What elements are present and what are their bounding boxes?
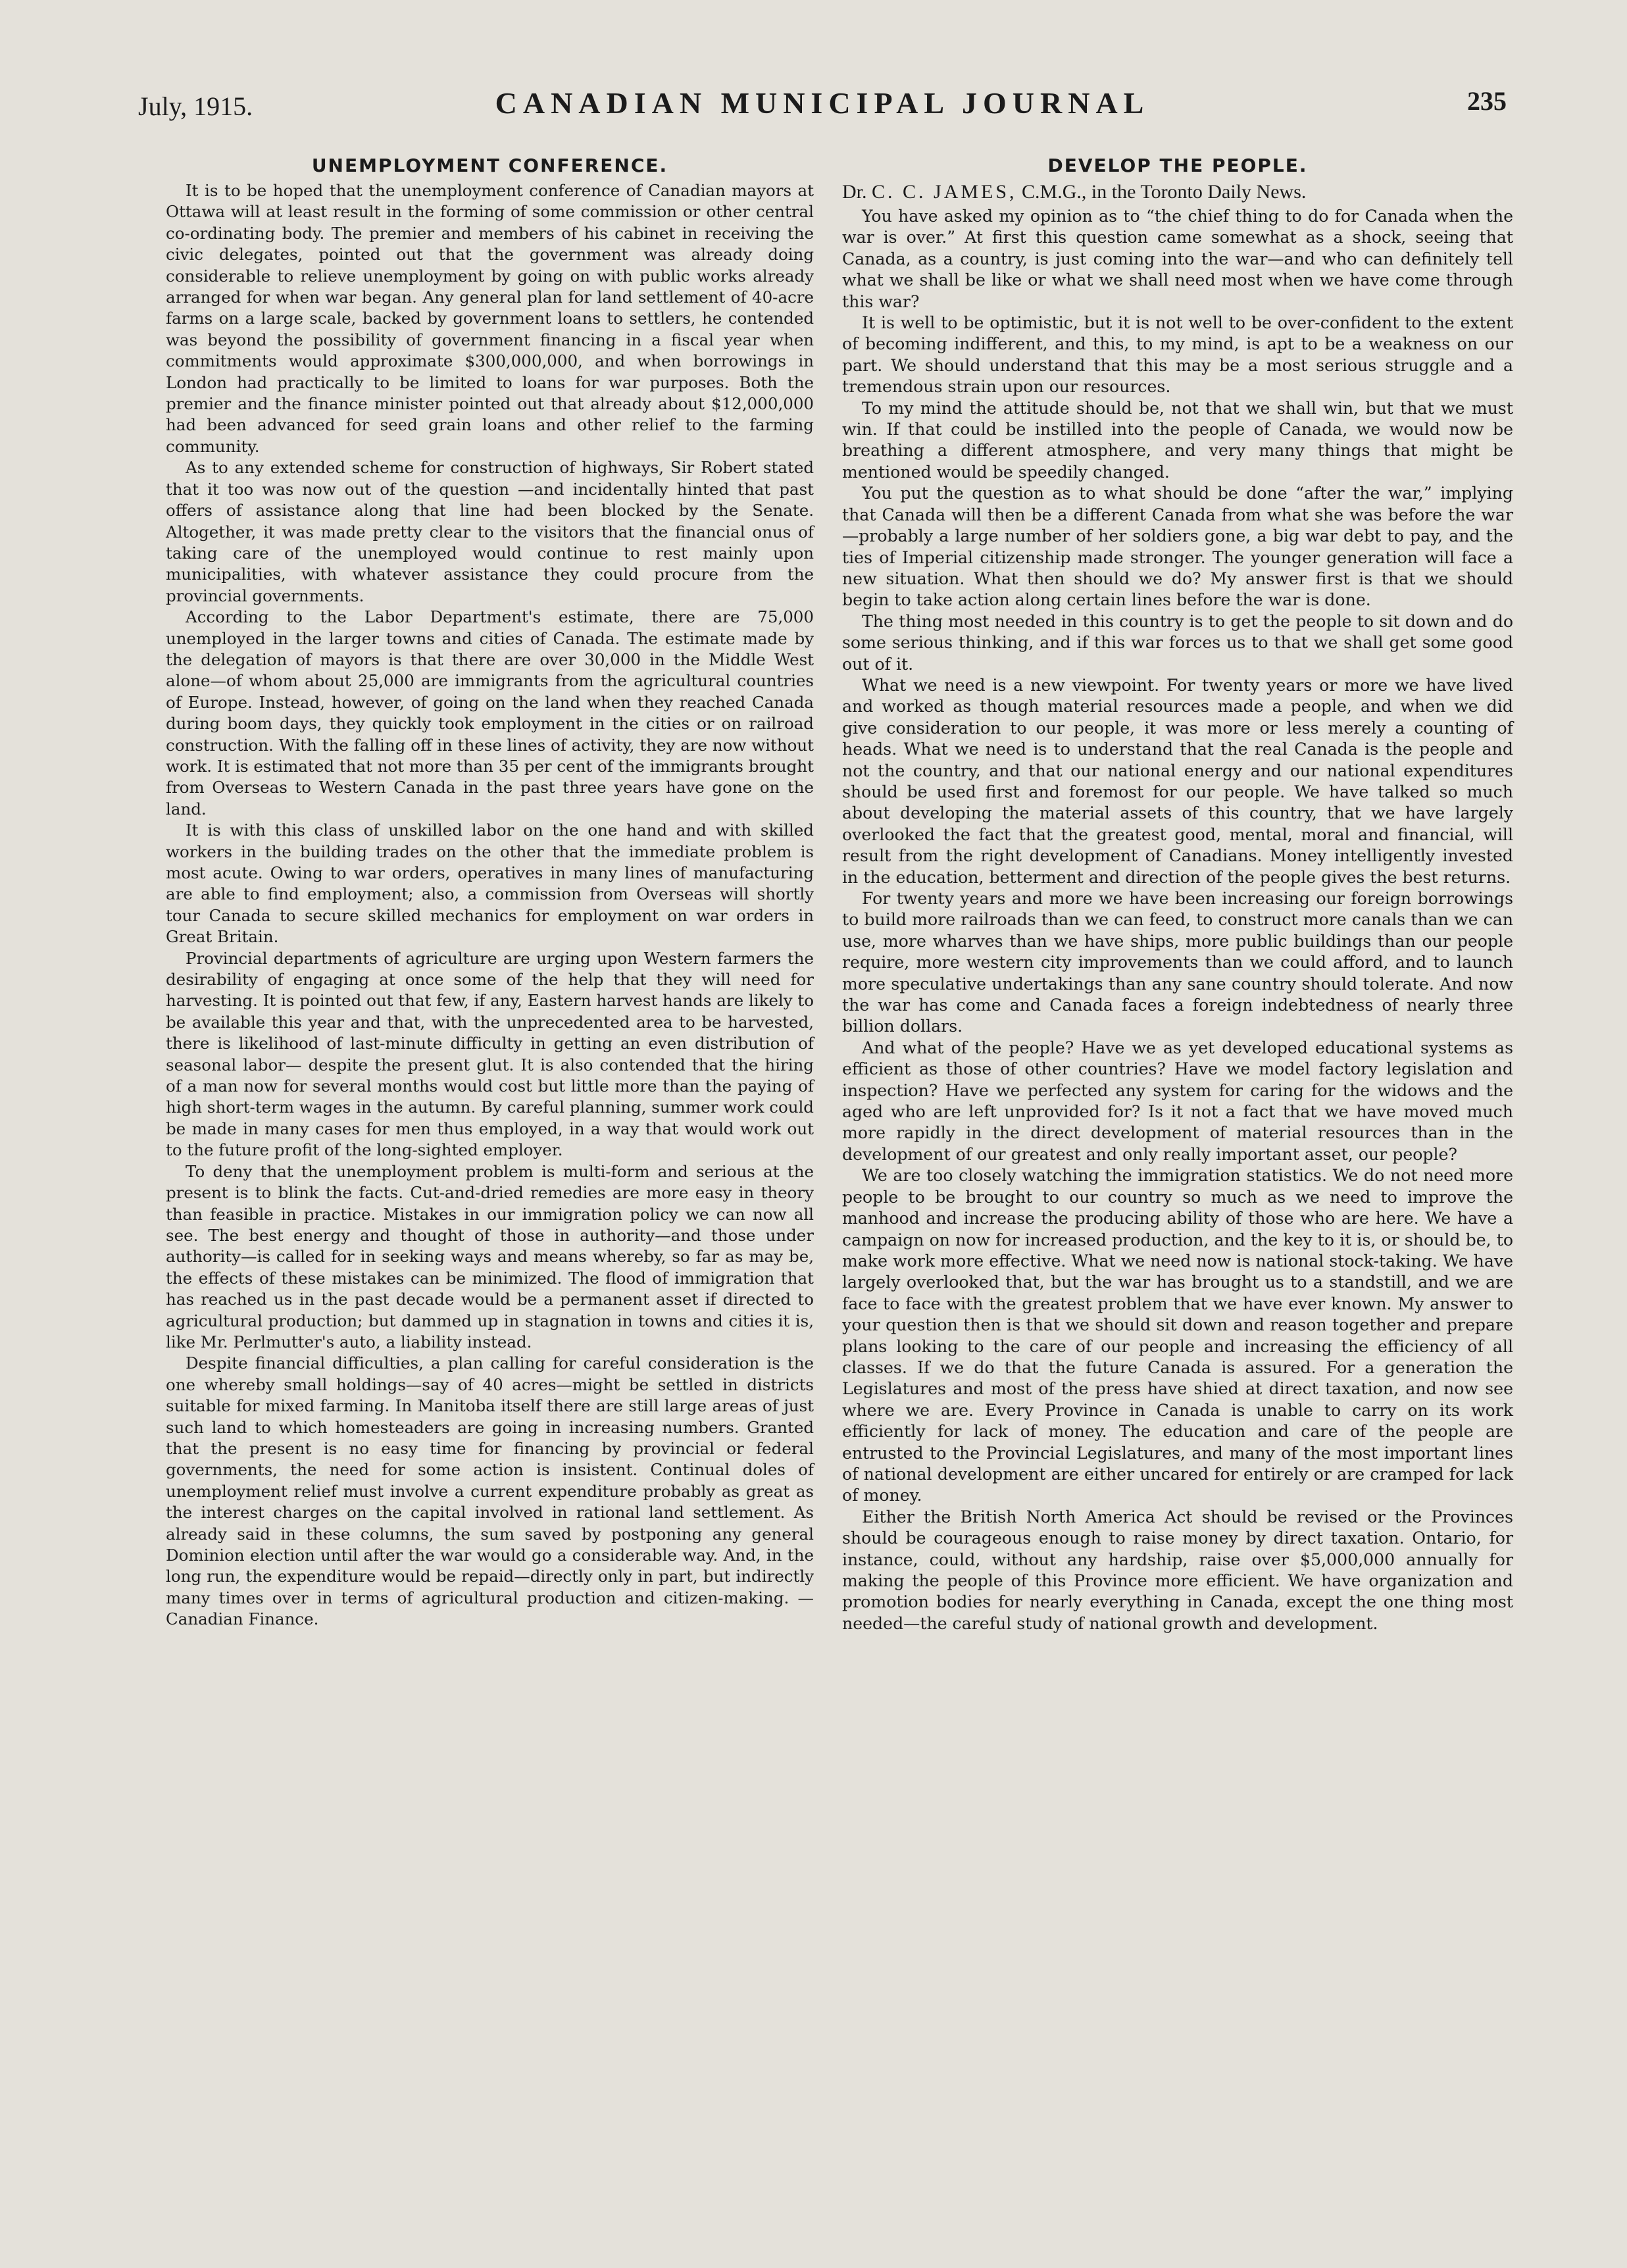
left-paragraph-6: To deny that the unemployment problem is multi-form and serious at the present is to blink the facts. Cut-and-dried remedies are more easy in theory than feasible in practice. Mistakes in our immigration policy we can now all see. The best energy and thought of those in authority—and those under authority—is called for in seeking ways and means whereby, so far as may be, the effects of these mistakes can be minimized. The flood of immigration that has reached us in the past decade would be a permanent asset if directed to agricultural production; but dammed up in stagnation in towns and cities it is, like Mr. Perlmutter's auto, a liability instead. [166, 1161, 814, 1351]
left-paragraph-2: As to any extended scheme for construction of highways, Sir Robert stated that it too was now out of the question —and incidentally hinted that past offers of assistance along that line had been blocked by the Senate. Altogether, it was made pretty clear to the visitors that the financial onus of taking care of the unemployed would continue to rest mainly upon municipalities, with whatever assistance they could procure from the provincial governments. [166, 458, 814, 605]
right-paragraph-10: Either the British North America Act should be revised or the Provinces should be courageous enough to raise money by direct taxation. Ontario, for instance, could, without any hardship, raise over $5,000,000 annually for making the people of this Province more efficient. We have organization and promotion bodies for nearly everything in Canada, except the one thing most needed—the careful study of national growth and development. [842, 1507, 1513, 1633]
article-byline [842, 180, 1513, 203]
byline-author: C. C. JAMES, [872, 181, 1017, 203]
page-number: 235 [1467, 86, 1507, 116]
right-paragraph-7: For twenty years and more we have been increasing our foreign borrowings to build more railroads than we can feed, to construct more canals than we can use, more wharves than we have ships, more public buildings than our people require, more western city improvements than we could afford, and to launch more speculative undertakings than any sane country should tolerate. And now the war has come and Canada faces a foreign indebtedness of nearly three billion dollars. [842, 889, 1513, 1036]
left-paragraph-7: Despite financial difficulties, a plan calling for careful consideration is the one whereby small holdings—say of 40 acres—might be settled in districts suitable for mixed farming. In Manitoba itself there are still large areas of just such land to which homesteaders are going in increasing numbers. Granted that the present is no easy time for financing by provincial or federal governments, the need for some action is insistent. Continual doles of unemployment relief must involve a current expenditure probably as great as the interest charges on the capital involved in rational land settlement. As already said in these columns, the sum saved by postponing any general Dominion election until after the war would go a considerable way. And, in the long run, the expenditure would be repaid—directly only in part, but indirectly many times over in terms of agricultural production and citizen-making. — Canadian Finance. [166, 1353, 814, 1629]
left-paragraph-1: It is to be hoped that the unemployment conference of Canadian mayors at Ottawa will at least result in the forming of some commission or other central co-ordinating body. The premier and members of his cabinet in receiving the civic delegates, pointed out that the government was already doing considerable to relieve unemployment by going on with public works already arranged for when war began. Any general plan for land settlement of 40-acre farms on a large scale, backed by government loans to settlers, he contended was beyond the possibility of government financing in a fiscal year when commitments would approximate $300,000,000, and when borrowings in London had practically to be limited to loans for war purposes. Both the premier and the finance minister pointed out that already about $12,000,000 had been advanced for seed grain loans and other relief to the farming community. [166, 181, 814, 456]
article-title-unemployment-conference: UNEMPLOYMENT CONFERENCE. [311, 155, 668, 176]
issue-date: July, 1915. [138, 91, 253, 121]
left-paragraph-3: According to the Labor Department's estimate, there are 75,000 unemployed in the larger towns and cities of Canada. The estimate made by the delegation of mayors is that there are over 30,000 in the Middle West alone—of whom about 25,000 are immigrants from the agricultural countries of Europe. Instead, however, of going on the land when they reached Canada during boom days, they quickly took employment in the cities or on railroad construction. With the falling off in these lines of activity, they are now without work. It is estimated that not more than 35 per cent of the immigrants brought from Overseas to Western Canada in the past three years have gone on the land. [166, 607, 814, 819]
left-column [166, 155, 814, 1630]
byline-source: C.M.G., in the Toronto Daily News. [1022, 181, 1307, 203]
article-title-develop-the-people: DEVELOP THE PEOPLE. [1047, 155, 1308, 176]
right-column [842, 155, 1513, 1634]
right-paragraph-2: It is well to be optimistic, but it is not well to be over-confident to the extent of becoming indifferent, and this, to my mind, is apt to be a weakness on our part. We should understand that this may be a most serious struggle and a tremendous strain upon our resources. [842, 313, 1513, 397]
right-paragraph-6: What we need is a new viewpoint. For twenty years or more we have lived and worked as though material resources made a people, and when we did give consideration to our people, it was more or less merely a counting of heads. What we need is to understand that the real Canada is the people and not the country, and that our national energy and our national expenditures should be used first and foremost for our people. We have talked so much about developing the material assets of this country, that we have largely overlooked the fact that the greatest good, mental, moral and financial, will result from the right development of Canadians. Money intelligently invested in the education, betterment and direction of the people gives the best returns. [842, 675, 1513, 887]
right-paragraph-4: You put the question as to what should be done “after the war,” implying that Canada will then be a different Canada from what she was before the war—probably a large number of her soldiers gone, a big war debt to pay, and the ties of Imperial citizenship made stronger. The younger generation will face a new situation. What then should we do? My answer first is that we should begin to take action along certain lines before the war is done. [842, 484, 1513, 610]
journal-title: CANADIAN MUNICIPAL JOURNAL [495, 86, 1150, 120]
page-header [138, 86, 1507, 138]
right-paragraph-5: The thing most needed in this country is to get the people to sit down and do some serious thinking, and if this war forces us to that we shall get some good out of it. [842, 611, 1513, 674]
right-paragraph-3: To my mind the attitude should be, not that we shall win, but that we must win. If that could be instilled into the people of Canada, we would now be breathing a different atmosphere, and very many things that might be mentioned would be speedily changed. [842, 398, 1513, 482]
byline-prefix: Dr. [842, 181, 867, 203]
left-paragraph-4: It is with this class of unskilled labor on the one hand and with skilled workers in the building trades on the other that the immediate problem is most acute. Owing to war orders, operatives in many lines of manufacturing are able to find employment; also, a commission from Overseas will shortly tour Canada to secure skilled mechanics for employment on war orders in Great Britain. [166, 820, 814, 947]
left-paragraph-5: Provincial departments of agriculture are urging upon Western farmers the desirability of engaging at once some of the help that they will need for harvesting. It is pointed out that few, if any, Eastern harvest hands are likely to be available this year and that, with the unprecedented area to be harvested, there is likelihood of last-minute difficulty in getting an even distribution of seasonal labor— despite the present glut. It is also contended that the hiring of a man now for several months would cost but little more than the paying of high short-term wages in the autumn. By careful planning, summer work could be made in many cases for men thus employed, in a way that would work out to the future profit of the long-sighted employer. [166, 948, 814, 1160]
right-paragraph-8: And what of the people? Have we as yet developed educational systems as efficient as those of other countries? Have we model factory legislation and inspection? Have we perfected any system for caring for the widows and the aged who are left unprovided for? Is it not a fact that we have moved much more rapidly in the direct development of material resources than in the development of our greatest and only really important asset, our people? [842, 1038, 1513, 1164]
right-paragraph-9: We are too closely watching the immigration statistics. We do not need more people to be brought to our country so much as we need to improve the manhood and increase the producing ability of those who are here. We have a campaign on now for increased production, and the key to it is, or should be, to make work more effective. What we need now is national stock-taking. We have largely overlooked that, but the war has brought us to a standstill, and we are face to face with the greatest problem that we have ever known. My answer to your question then is that we should sit down and reason together and prepare plans looking to the care of our people and increasing the efficiency of all classes. If we do that the future Canada is assured. For a generation the Legislatures and most of the press have shied at direct taxation, and now see where we are. Every Province in Canada is unable to carry on its work efficiently for lack of money. The education and care of the people are entrusted to the Provincial Legislatures, and many of the most important lines of national development are either uncared for entirely or are cramped for lack of money. [842, 1166, 1513, 1505]
right-paragraph-1: You have asked my opinion as to “the chief thing to do for Canada when the war is over.” At first this question came somewhat as a shock, seeing that Canada, as a country, is just coming into the war—and who can definitely tell what we shall be like or what we shall need most when we have come through this war? [842, 207, 1513, 311]
